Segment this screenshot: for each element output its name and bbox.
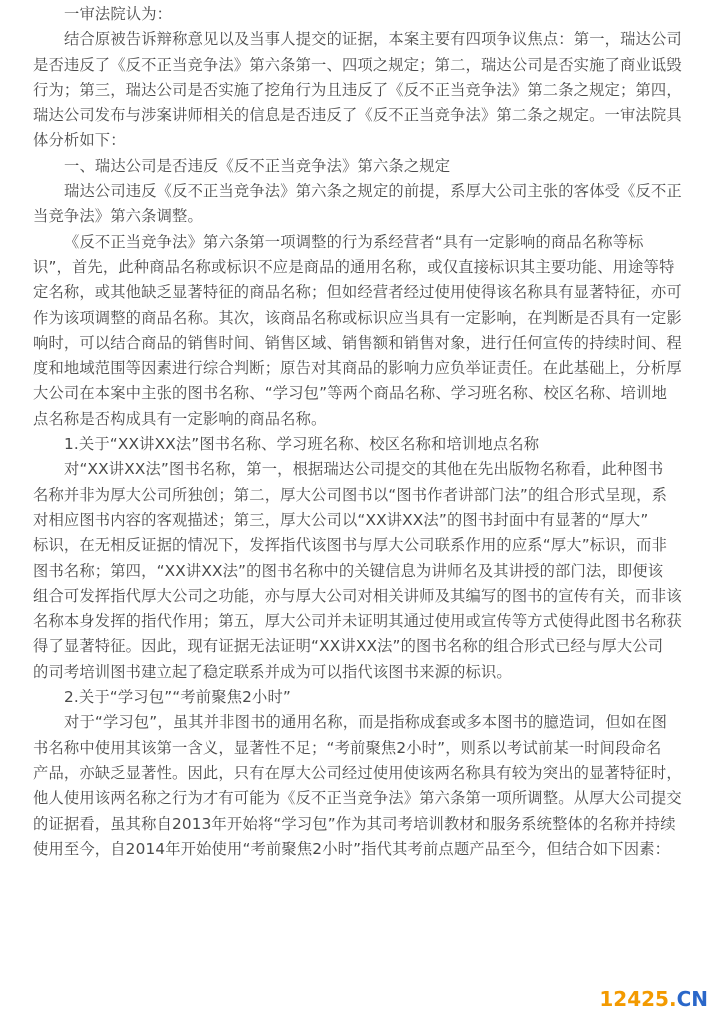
watermark-tld: CN	[676, 987, 708, 1011]
document-line: 响时，可以结合商品的销售时间、销售区域、销售额和销售对象，进行任何宣传的持续时间、程	[33, 333, 682, 352]
document-line: 对于“学习包”，虽其并非图书的通用名称，而是指称成套或多本图书的臆造词，但如在图	[64, 713, 668, 732]
document-line: 产品，亦缺乏显著性。因此，只有在厚大公司经过使用使该两名称具有较为突出的显著特征时，	[33, 763, 682, 782]
document-line: 《反不正当竞争法》第六条第一项调整的行为系经营者“具有一定影响的商品名称等标	[64, 232, 644, 251]
document-line: 得了显著特征。因此，现有证据无法证明“XX讲XX法”的图书名称的组合形式已经与厚大公司	[33, 637, 664, 656]
document-line: 瑞达公司违反《反不正当竞争法》第六条之规定的前提，系厚大公司主张的客体受《反不正	[64, 182, 682, 201]
document-line: 名称并非为厚大公司所独创；第二，厚大公司图书以“图书作者讲部门法”的组合形式呈现，系	[33, 485, 668, 504]
document-line: 行为；第三，瑞达公司是否实施了挖角行为且违反了《反不正当竞争法》第二条之规定；第四，	[33, 80, 682, 99]
document-line: 2.关于“学习包”“考前聚焦2小时”	[64, 688, 291, 707]
document-body	[33, 2, 701, 862]
document-line: 识”，首先，此种商品名称或标识不应是商品的通用名称，或仅直接标识其主要功能、用途等特	[33, 257, 675, 276]
document-line: 度和地域范围等因素进行综合判断；原告对其商品的影响力应负举证责任。在此基础上，分析厚	[33, 359, 682, 378]
document-line: 对相应图书内容的客观描述；第三，厚大公司以“XX讲XX法”的图书封面中有显著的“厚大”	[33, 510, 649, 529]
document-line: 瑞达公司发布与涉案讲师相关的信息是否违反了《反不正当竞争法》第二条之规定。一审法院具	[33, 106, 682, 125]
document-line: 一、瑞达公司是否违反《反不正当竞争法》第六条之规定	[64, 156, 451, 175]
document-line: 图书名称；第四，“XX讲XX法”的图书名称中的关键信息为讲师名及其讲授的部门法，即便该	[33, 561, 664, 580]
document-line: 体分析如下：	[33, 131, 126, 150]
document-line: 名称本身发挥的指代作用；第五，厚大公司并未证明其通过使用或宣传等方式使得此图书名称获	[33, 612, 682, 631]
document-line: 1.关于“XX讲XX法”图书名称、学习班名称、校区名称和培训地点名称	[64, 435, 540, 454]
document-line: 的证据看，虽其称自2013年开始将“学习包”作为其司考培训教材和服务系统整体的名称并持续	[33, 814, 676, 833]
document-line: 当竞争法》第六条调整。	[33, 207, 203, 226]
document-line: 他人使用该两名称之行为才有可能为《反不正当竞争法》第六条第一项所调整。从厚大公司提交	[33, 789, 682, 808]
watermark-number: 12425	[599, 987, 669, 1011]
document-line: 作为该项调整的商品名称。其次，该商品名称或标识应当具有一定影响，在判断是否具有一定影	[33, 308, 682, 327]
document-line: 使用至今，自2014年开始使用“考前聚焦2小时”指代其考前点题产品至今，但结合如下因素：	[33, 839, 671, 858]
document-line: 点名称是否构成具有一定影响的商品名称。	[33, 409, 327, 428]
document-line: 对“XX讲XX法”图书名称，第一，根据瑞达公司提交的其他在先出版物名称看，此种图书	[64, 460, 664, 479]
document-line: 书名称中使用其该第一含义，显著性不足；“考前聚焦2小时”，则系以考试前某一时间段命名	[33, 738, 662, 757]
document-line: 结合原被告诉辩称意见以及当事人提交的证据，本案主要有四项争议焦点：第一，瑞达公司	[64, 30, 682, 49]
document-line: 的司考培训图书建立起了稳定联系并成为可以指代该图书来源的标识。	[33, 662, 512, 681]
site-watermark	[599, 988, 708, 1010]
document-line: 是否违反了《反不正当竞争法》第六条第一、四项之规定；第二，瑞达公司是否实施了商业诋毁	[33, 55, 682, 74]
watermark-dot: .	[668, 987, 677, 1011]
document-line: 标识，在无相反证据的情况下，发挥指代该图书与厚大公司联系作用的应系“厚大”标识，而非	[33, 536, 668, 555]
document-line: 组合可发挥指代厚大公司之功能，亦与厚大公司对相关讲师及其编写的图书的宣传有关，而非该	[33, 586, 682, 605]
document-line: 一审法院认为：	[64, 5, 173, 23]
document-line: 定名称，或其他缺乏显著特征的商品名称；但如经营者经过使用使得该名称具有显著特征，亦可	[33, 283, 682, 302]
document-line: 大公司在本案中主张的图书名称、“学习包”等两个商品名称、学习班名称、校区名称、培训地	[33, 384, 668, 403]
